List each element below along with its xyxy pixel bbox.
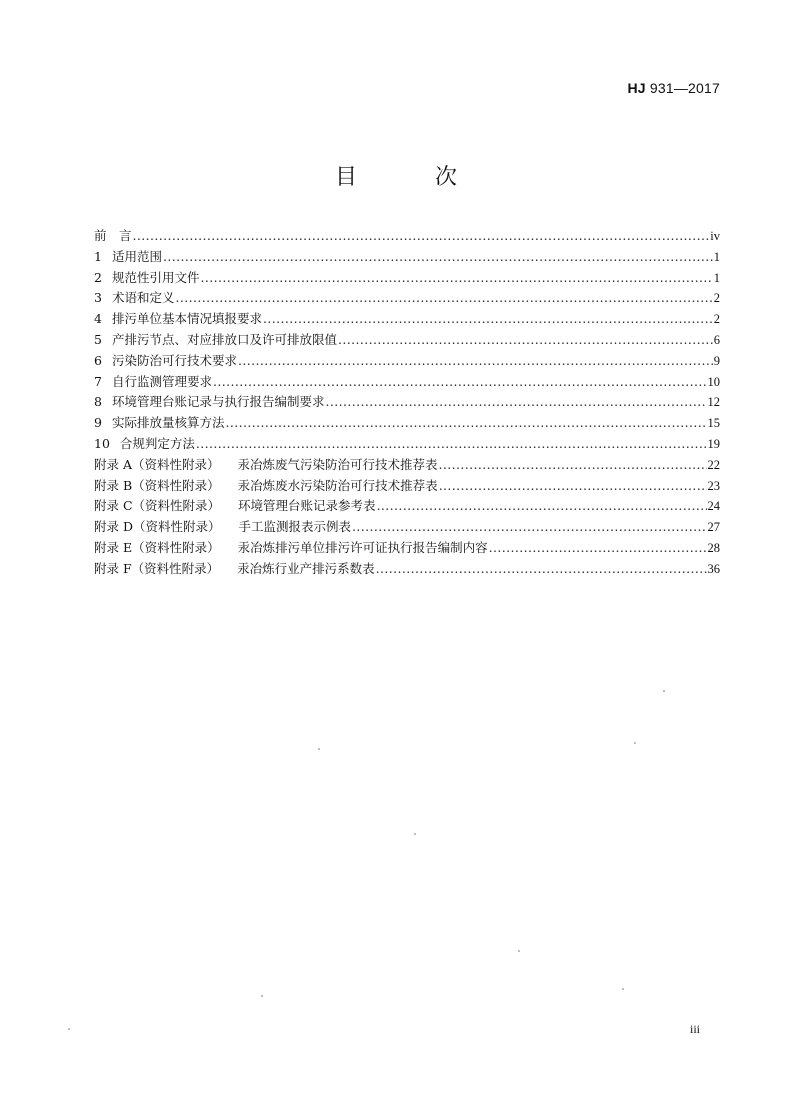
scan-speck: [261, 995, 263, 997]
toc-entry-title: [94, 496, 376, 514]
scan-speck: [518, 950, 520, 952]
toc-entry[interactable]: [94, 330, 720, 351]
toc-entry[interactable]: [94, 455, 720, 476]
toc-entry-page: 19: [707, 436, 720, 451]
page-number: iii: [689, 1022, 700, 1036]
toc-dot-leader: [338, 332, 713, 347]
toc-entry-label: 环境管理台账记录参考表: [238, 498, 376, 514]
toc-entry[interactable]: [94, 372, 720, 393]
toc-entry-label: 适用范围: [111, 248, 162, 264]
toc-entry-page: 36: [707, 561, 720, 576]
toc-entry-page: 12: [707, 395, 720, 410]
toc-entry-page: 2: [713, 312, 720, 327]
toc-entry-number: 2: [94, 269, 102, 285]
toc-entry-page: iv: [710, 229, 720, 243]
toc-entry-label: 产排污节点、对应排放口及许可排放限值: [111, 331, 337, 347]
toc-entry-page: 23: [707, 478, 720, 493]
toc-entry-number: 9: [94, 415, 102, 431]
toc-entry[interactable]: [94, 496, 720, 517]
scan-speck: [68, 1028, 70, 1030]
toc-entry-label: 规范性引用文件: [111, 269, 200, 285]
table-of-contents: [94, 226, 720, 580]
toc-entry[interactable]: [94, 268, 720, 289]
standard-prefix: HJ: [627, 80, 646, 96]
toc-entry-title: [94, 434, 195, 452]
toc-entry-number: 附录 A（资料性附录）: [94, 456, 220, 472]
toc-entry-number: 6: [94, 352, 102, 368]
toc-entry[interactable]: [94, 351, 720, 372]
toc-entry-label: 环境管理台账记录与执行报告编制要求: [111, 394, 325, 410]
toc-entry[interactable]: [94, 538, 720, 559]
toc-dot-leader: [225, 415, 706, 430]
toc-dot-leader: [133, 228, 710, 243]
toc-dot-leader: [352, 519, 706, 534]
toc-entry-label: 汞冶炼行业产排污系数表: [237, 560, 375, 576]
toc-entry-title: [94, 268, 199, 286]
toc-entry[interactable]: [94, 476, 720, 497]
toc-entry-number: 附录 C（资料性附录）: [94, 498, 221, 514]
standard-number: 931—2017: [649, 80, 720, 96]
toc-entry-label: 排污单位基本情况填报要求: [111, 311, 262, 327]
toc-dot-leader: [196, 436, 707, 451]
standard-code: [628, 80, 721, 96]
toc-entry-label: 汞冶炼排污单位排污许可证执行报告编制内容: [237, 539, 488, 555]
toc-dot-leader: [175, 290, 712, 305]
toc-entry-page: 2: [713, 291, 720, 306]
toc-entry-page: 24: [707, 499, 720, 514]
toc-entry-number: 附录 B（资料性附录）: [94, 477, 220, 493]
toc-entry-number: 附录 E（资料性附录）: [94, 539, 220, 555]
scan-speck: [318, 748, 320, 750]
toc-entry-title: [94, 226, 132, 244]
toc-entry-page: 27: [707, 520, 720, 535]
toc-entry-label: 合规判定方法: [119, 435, 195, 451]
toc-entry-title: [94, 247, 162, 265]
toc-dot-leader: [325, 394, 706, 409]
toc-entry-page: 9: [713, 353, 720, 368]
toc-entry-label: 术语和定义: [111, 290, 175, 306]
toc-entry-title: [94, 392, 324, 410]
toc-entry-title: [94, 351, 237, 369]
scan-speck: [634, 742, 636, 744]
toc-entry-label: 汞冶炼废气污染防治可行技术推荐表: [237, 456, 438, 472]
toc-entry-label: 自行监测管理要求: [111, 373, 212, 389]
toc-entry-number: 5: [94, 331, 102, 347]
toc-entry-title: [94, 309, 262, 327]
toc-entry-title: [94, 559, 375, 577]
toc-entry[interactable]: [94, 413, 720, 434]
toc-entry-label: 实际排放量核算方法: [111, 415, 225, 431]
toc-entry-page: 1: [713, 249, 720, 264]
toc-entry[interactable]: [94, 309, 720, 330]
toc-dot-leader: [439, 478, 707, 493]
toc-entry-label: 汞冶炼废水污染防治可行技术推荐表: [237, 477, 438, 493]
scan-speck: [622, 988, 624, 990]
toc-dot-leader: [439, 457, 707, 472]
toc-entry-title: [94, 413, 224, 431]
toc-dot-leader: [213, 374, 707, 389]
scan-speck: [663, 690, 665, 692]
toc-entry-title: [94, 517, 351, 535]
toc-entry-number: 附录 D（资料性附录）: [94, 519, 221, 535]
toc-title: 目 次: [334, 165, 485, 190]
toc-entry[interactable]: [94, 288, 720, 309]
toc-entry[interactable]: [94, 226, 720, 247]
toc-dot-leader: [263, 311, 713, 326]
toc-entry-label: 污染防治可行技术要求: [111, 352, 237, 368]
toc-entry[interactable]: [94, 517, 720, 538]
toc-entry-label: 手工监测报表示例表: [238, 519, 352, 535]
toc-entry-page: 10: [707, 374, 720, 389]
toc-entry-page: 22: [707, 457, 720, 472]
toc-dot-leader: [489, 540, 707, 555]
toc-entry-title: [94, 330, 337, 348]
toc-entry[interactable]: [94, 559, 720, 580]
toc-entry-page: 6: [713, 332, 720, 347]
toc-entry-number: 7: [94, 373, 102, 389]
toc-entry-title: [94, 455, 438, 473]
toc-entry-title: [94, 538, 488, 556]
toc-entry[interactable]: [94, 392, 720, 413]
toc-dot-leader: [200, 270, 712, 285]
toc-entry-title: [94, 476, 438, 494]
toc-entry-page: 15: [707, 416, 720, 431]
toc-entry[interactable]: [94, 434, 720, 455]
toc-entry-number: 1: [94, 248, 102, 264]
toc-entry-number: 附录 F（资料性附录）: [94, 560, 220, 576]
toc-entry-title: [94, 372, 212, 390]
toc-dot-leader: [376, 561, 707, 576]
toc-entry-number: 8: [94, 394, 102, 410]
toc-entry-title: [94, 288, 174, 306]
toc-entry[interactable]: [94, 247, 720, 268]
toc-dot-leader: [377, 498, 707, 513]
toc-entry-label: 前 言: [94, 228, 132, 243]
scan-speck: [414, 833, 416, 835]
toc-entry-page: 28: [707, 540, 720, 555]
toc-entry-number: 4: [94, 311, 102, 327]
toc-entry-number: 3: [94, 290, 102, 306]
toc-dot-leader: [163, 249, 713, 264]
toc-entry-page: 1: [713, 270, 720, 285]
toc-dot-leader: [238, 353, 713, 368]
toc-entry-number: 10: [94, 435, 110, 451]
